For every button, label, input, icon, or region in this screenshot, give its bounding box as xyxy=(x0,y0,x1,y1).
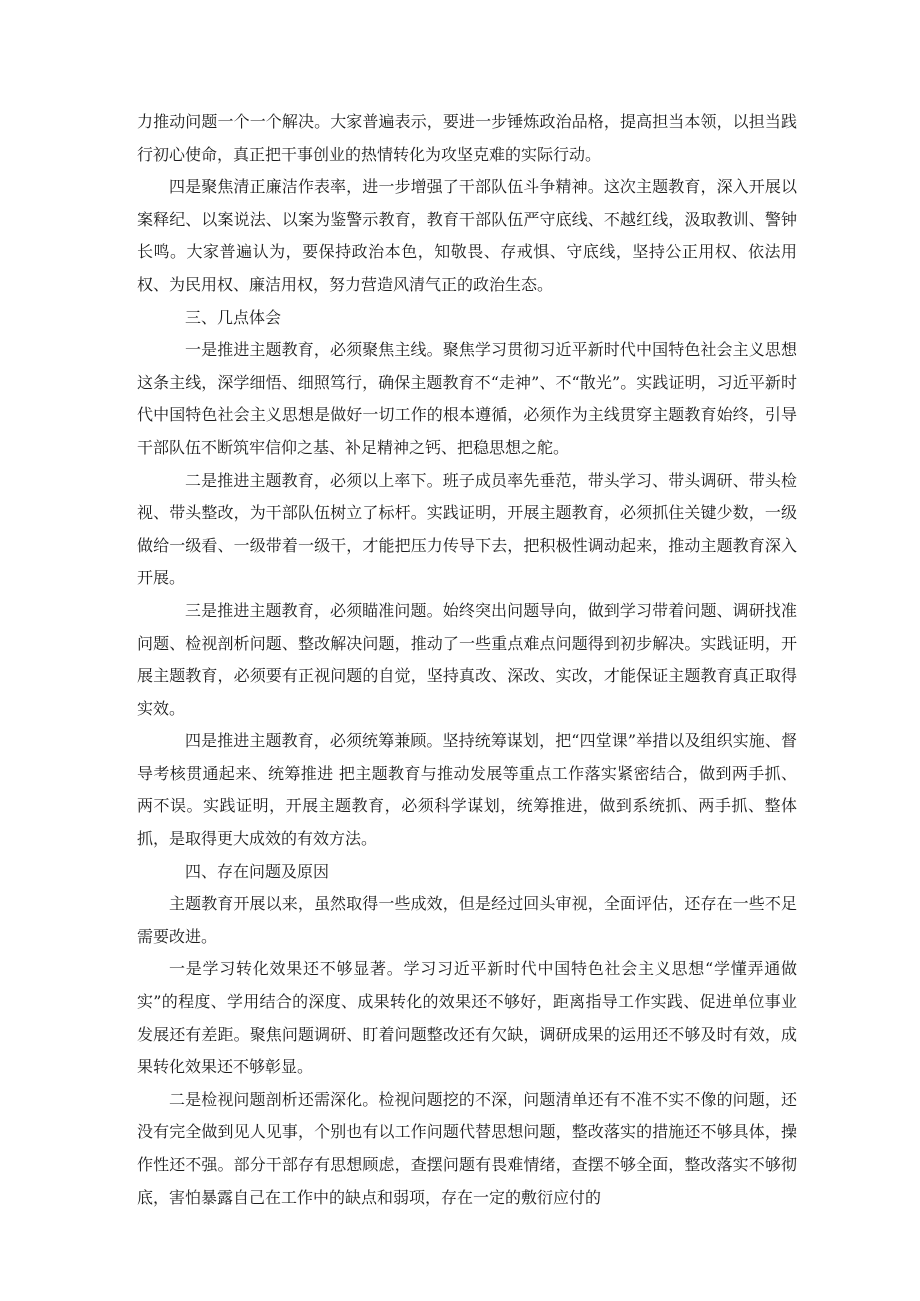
paragraph-lead-by-example: 二是推进主题教育，必须以上率下。班子成员率先垂范，带头学习、带头调研、带头检视、带头整改，为干部队伍树立了标杆。实践证明，开展主题教育，必须抓住关键少数，一级做给一级看、一级带着一级干，才能把压力传导下去，把积极性调动起来，推动主题教育深入开展。 xyxy=(137,470,797,588)
paragraph-continued: 力推动问题一个一个解决。大家普遍表示，要进一步锤炼政治品格，提高担当本领，以担当践行初心使命，真正把干事创业的热情转化为攻坚克难的实际行动。 xyxy=(137,112,797,164)
paragraph-target-problems: 三是推进主题教育，必须瞄准问题。始终突出问题导向，做到学习带着问题、调研找准问题、检视剖析问题、整改解决问题，推动了一些重点难点问题得到初步解决。实践证明，开展主题教育，必须要有正视问题的自觉，坚持真改、深改、实改，才能保证主题教育真正取得实效。 xyxy=(137,600,797,718)
section-heading-insights: 三、几点体会 xyxy=(185,307,282,327)
paragraph-clean-governance: 四是聚焦清正廉洁作表率，进一步增强了干部队伍斗争精神。这次主题教育，深入开展以案释纪、以案说法、以案为鉴警示教育，教育干部队伍严守底线、不越红线，汲取教训、警钟长鸣。大家普遍认为，要保持政治本色，知敬畏、存戒惧、守底线，坚持公正用权、依法用权、为民用权、廉洁用权，努力营造风清气正的政治生态。 xyxy=(137,177,797,294)
paragraph-learning-transformation: 一是学习转化效果还不够显著。学习习近平新时代中国特色社会主义思想“学懂弄通做实”的程度、学用结合的深度、成果转化的效果还不够好，距离指导工作实践、促进单位事业发展还有差距。聚焦问题调研、盯着问题整改还有欠缺，调研成果的运用还不够及时有效，成果转化效果还不够彰显。 xyxy=(137,959,797,1077)
document-body xyxy=(137,106,797,1214)
paragraph-overall-planning: 四是推进主题教育，必须统筹兼顾。坚持统筹谋划，把“四堂课”举措以及组织实施、督导考核贯通起来、统筹推进 把主题教育与推动发展等重点工作落实紧密结合，做到两手抓、两不误。实践证明，开展主题教育，必须科学谋划，统筹推进，做到系统抓、两手抓、整体抓，是取得更大成效的有效方法。 xyxy=(137,731,797,849)
section-heading-problems: 四、存在问题及原因 xyxy=(185,861,330,881)
paragraph-problem-analysis: 二是检视问题剖析还需深化。检视问题挖的不深，问题清单还有不准不实不像的问题，还没有完全做到见人见事，个别也有以工作问题代替思想问题，整改落实的措施还不够具体，操作性还不强。部分干部存有思想顾虑，查摆问题有畏难情绪，查摆不够全面，整改落实不够彻底，害怕暴露自己在工作中的缺点和弱项，存在一定的敷衍应付的 xyxy=(137,1089,797,1207)
paragraph-problems-intro: 主题教育开展以来，虽然取得一些成效，但是经过回头审视，全面评估，还存在一些不足需要改进。 xyxy=(137,894,797,946)
paragraph-focus-mainline: 一是推进主题教育，必须聚焦主线。聚焦学习贯彻习近平新时代中国特色社会主义思想这条主线，深学细悟、细照笃行，确保主题教育不“走神”、不“散光”。实践证明，习近平新时代中国特色社会主义思想是做好一切工作的根本遵循，必须作为主线贯穿主题教育始终，引导干部队伍不断筑牢信仰之基、补足精神之钙、把稳思想之舵。 xyxy=(137,340,797,457)
